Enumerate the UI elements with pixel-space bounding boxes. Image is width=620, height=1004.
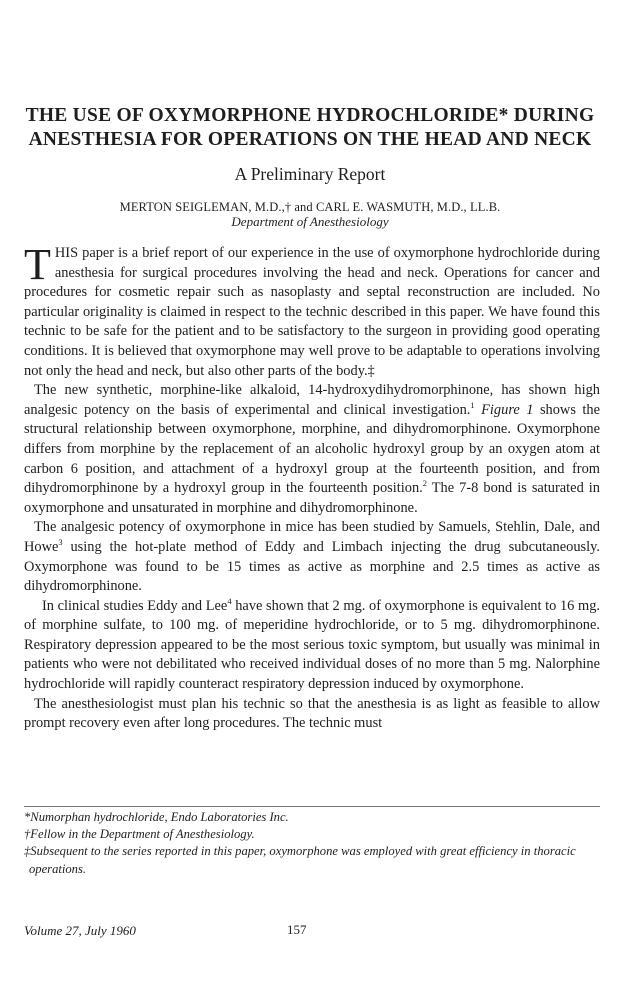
reference-4: 4 [227, 595, 232, 606]
drop-cap: T [24, 240, 51, 289]
reference-3: 3 [58, 537, 63, 548]
paragraph-4-text-b: have shown that 2 mg. of oxymorphone is equivalent to 16 mg. of morphine sulfate, to 100 mg. of meperidine hydrochloride, or to 5 mg. dihydromorphinone. Respiratory depression appeared to be the most serious toxic symptom, but usually was minimal in patients who were not debilitated who received individual doses of no more than 5 mg. Nalorphine hydrochloride will rapidly counteract respiratory depression induced by oxymorphone. [24, 597, 600, 693]
paragraph-2-text-c: The 7-8 bond is saturated in oxymorphone and unsaturated in morphine and dihydromorphinone. [24, 480, 600, 516]
paragraph-2 [24, 381, 600, 518]
article-body [24, 240, 600, 734]
paragraph-1-text: HIS paper is a brief report of our experience in the use of oxymorphone hydrochloride during anesthesia for surgical procedures involving the head and neck. Operations for cancer and procedures for cosmetic repair such as nasoplasty and septal reconstruction are included. No particular originality is claimed in respect to the technic described in this paper. We have found this technic to be safe for the patient and to be satisfactory to the surgeon in providing good operating conditions. It is believed that oxymorphone may well prove to be adaptable to operations involving not only the head and neck, but also other parts of the body.‡ [24, 245, 600, 379]
paragraph-2-text-b: shows the structural relationship between oxymorphone, morphine, and dihydromorphinone. Oxymorphone differs from morphine by the replacement of an alcoholic hydroxyl group by an oxygen atom at carbon 6 position, and attachment of a hydroxyl group at the fourteenth position, and from dihydromorphinone by a hydroxyl group in the fourteenth position. [24, 401, 600, 497]
paragraph-4 [24, 597, 600, 695]
article-subtitle: A Preliminary Report [234, 164, 386, 184]
footnote-1: *Numorphan hydrochloride, Endo Laboratories Inc. [24, 810, 289, 824]
author-line: MERTON SEIGLEMAN, M.D.,† and CARL E. WASMUTH, M.D., LL.B. [119, 200, 501, 214]
footnote-2: †Fellow in the Department of Anesthesiology. [24, 827, 255, 842]
volume-info: Volume 27, July 1960 [24, 923, 136, 938]
paragraph-5: The anesthesiologist must plan his technic so that the anesthesia is as light as feasible to allow prompt recovery even after long procedures. The technic must [24, 695, 600, 732]
footnote-3: ‡Subsequent to the series reported in this paper, oxymorphone was employed with great efficiency in thoracic operations. [24, 844, 576, 876]
department-line: Department of Anesthesiology [231, 214, 389, 229]
reference-1: 1 [470, 399, 475, 410]
paragraph-1 [24, 240, 600, 381]
paragraph-3-text-a: The analgesic potency of oxymorphone in mice has been studied by Samuels, Stehlin, Dale, and Howe [24, 519, 600, 555]
paragraph-4-text-a: In clinical studies Eddy and Lee [42, 597, 228, 614]
paragraph-3-text-b: using the hot-plate method of Eddy and Limbach injecting the drug subcutaneously. Oxymorphone was found to be 15 times as active as morphine and 2.5 times as active as dihydromorphinone. [24, 538, 600, 595]
page-number: 157 [287, 922, 307, 937]
reference-2: 2 [422, 478, 427, 489]
paragraph-2-text-a: The new synthetic, morphine-like alkaloid, 14-hydroxydihydromorphinone, has shown high analgesic potency on the basis of experimental and clinical investigation. [24, 382, 600, 418]
footnote-divider [24, 806, 600, 807]
figure-1-reference: Figure 1 [481, 401, 534, 418]
title-line-1: THE USE OF OXYMORPHONE HYDROCHLORIDE* DURING [25, 105, 595, 126]
footnotes [24, 809, 600, 878]
paragraph-3 [24, 518, 600, 596]
title-line-2: ANESTHESIA FOR OPERATIONS ON THE HEAD AND NECK [28, 129, 592, 150]
article-title [20, 104, 600, 152]
